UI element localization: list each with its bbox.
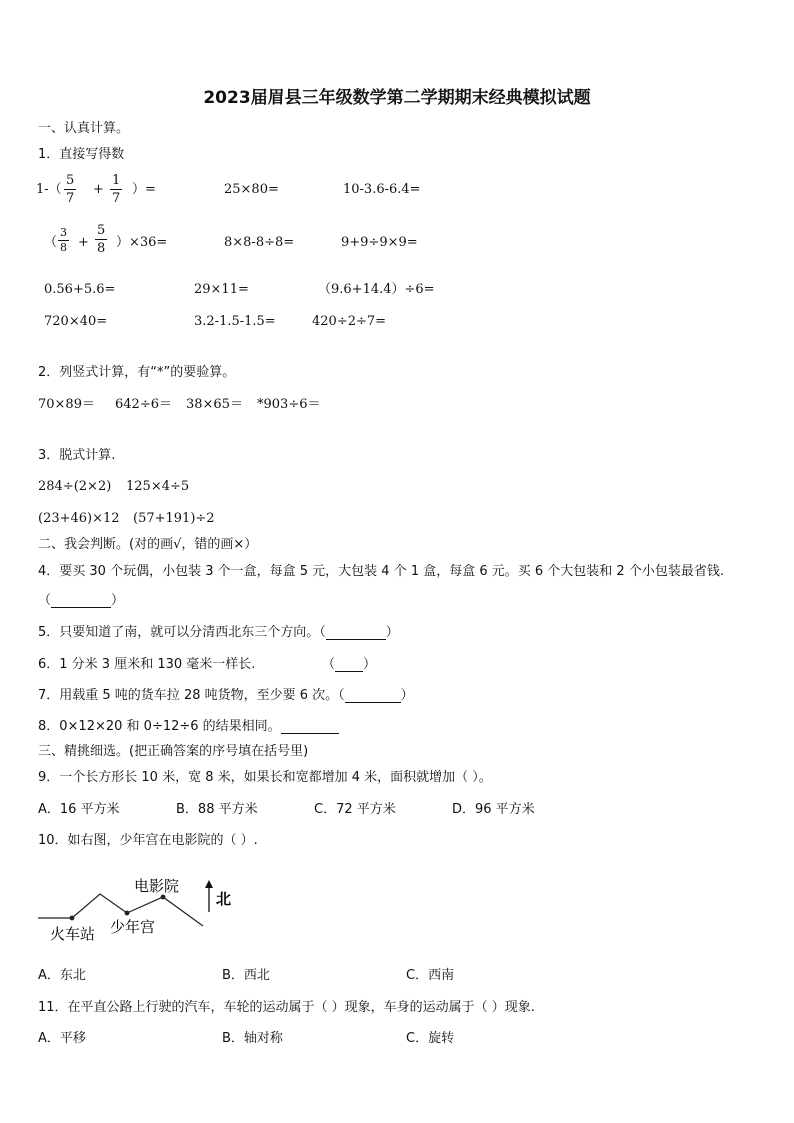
- q7-answer-blank[interactable]: [345, 689, 401, 703]
- q11-option-c[interactable]: C．旋转: [406, 1031, 455, 1046]
- section-1-heading: 一、认真计算。: [38, 121, 130, 136]
- fraction-3-8: [58, 226, 69, 255]
- numerator: 3: [60, 226, 67, 239]
- answer-line: [51, 594, 111, 608]
- q6-text: 6．1 分米 3 厘米和 130 毫米一样长.: [38, 657, 256, 672]
- q11-option-b[interactable]: B．轴对称: [222, 1031, 283, 1046]
- fraction-1-7: [110, 172, 122, 207]
- r2-c: 9+9÷9×9=: [341, 235, 418, 250]
- station-label: 火车站: [50, 925, 96, 943]
- section-2-heading: 二、我会判断。(对的画√，错的画×）: [38, 537, 258, 552]
- q7-text: 7．用载重 5 吨的货车拉 28 吨货物，至少要 6 次。（: [38, 688, 345, 703]
- denominator: 7: [112, 191, 121, 206]
- paren-left: （: [38, 593, 52, 608]
- q11-text: 11．在平直公路上行驶的汽车，车轮的运动属于（ ）现象，车身的运动属于（ ）现象.: [38, 1000, 535, 1015]
- q10-option-b[interactable]: B．西北: [222, 968, 270, 983]
- fraction-5-8: [95, 222, 107, 257]
- q10-option-c[interactable]: C．西南: [406, 968, 455, 983]
- q2-item-4: *903÷6＝: [257, 397, 321, 412]
- numerator: 5: [97, 223, 106, 238]
- q2-title: 2．列竖式计算，有“*”的要验算。: [38, 365, 236, 380]
- q9-option-d[interactable]: D．96 平方米: [452, 802, 535, 817]
- r1-c: 10-3.6-6.4=: [343, 182, 421, 197]
- q9-option-a[interactable]: A．16 平方米: [38, 802, 120, 817]
- plus-sign: +: [78, 235, 89, 250]
- r2-a-suffix: ）×36=: [116, 235, 168, 250]
- denominator: 8: [60, 241, 67, 254]
- q7-end: ）: [400, 688, 414, 703]
- station-point: [70, 916, 75, 921]
- q10-option-a[interactable]: A．东北: [38, 968, 86, 983]
- r3-b: 29×11=: [194, 282, 249, 297]
- q3-expr-2: 125×4÷5: [126, 479, 190, 494]
- q5-row: [38, 626, 399, 640]
- r4-b: 3.2-1.5-1.5=: [194, 314, 276, 329]
- q4-answer-blank[interactable]: [38, 594, 124, 608]
- numerator: 5: [66, 173, 75, 188]
- q3-title: 3．脱式计算.: [38, 448, 116, 463]
- plus-sign: +: [93, 182, 104, 197]
- q3-expr-4: (57+191)÷2: [133, 511, 215, 526]
- direction-map: [30, 868, 250, 946]
- q8-text: 8．0×12×20 和 0÷12÷6 的结果相同。: [38, 719, 281, 734]
- q2-item-2: 642÷6＝: [115, 397, 172, 412]
- r3-a: 0.56+5.6=: [44, 282, 116, 297]
- section-3-heading: 三、精挑细选。(把正确答案的序号填在括号里): [38, 744, 309, 759]
- north-arrowhead-icon: [205, 880, 213, 888]
- q8-row: [38, 720, 339, 734]
- q9-option-b[interactable]: B．88 平方米: [176, 802, 258, 817]
- cinema-point: [161, 895, 166, 900]
- r2-a-prefix: （: [44, 235, 58, 250]
- palace-label: 少年宫: [110, 918, 156, 936]
- r1-b: 25×80=: [224, 182, 279, 197]
- r4-c: 420÷2÷7=: [312, 314, 387, 329]
- r4-a: 720×40=: [44, 314, 108, 329]
- q9-text: 9．一个长方形长 10 米，宽 8 米，如果长和宽都增加 4 米，面积就增加（ ）。: [38, 770, 492, 785]
- r1-a-suffix: ）=: [132, 182, 156, 197]
- r2-b: 8×8-8÷8=: [224, 235, 295, 250]
- page-title: 2023届眉县三年级数学第二学期期末经典模拟试题: [203, 88, 591, 108]
- q2-item-3: 38×65＝: [186, 397, 243, 412]
- numerator: 1: [112, 173, 121, 188]
- q8-answer-blank[interactable]: [281, 720, 339, 734]
- q1-title: 1．直接写得数: [38, 147, 125, 162]
- north-label: 北: [216, 890, 232, 908]
- q3-expr-3: (23+46)×12: [38, 511, 120, 526]
- answer-line: [335, 658, 363, 672]
- paren-right: ）: [111, 593, 125, 608]
- paren-right: ）: [363, 657, 377, 672]
- q11-option-a[interactable]: A．平移: [38, 1031, 86, 1046]
- cinema-label: 电影院: [134, 877, 180, 895]
- q2-item-1: 70×89＝: [38, 397, 95, 412]
- q5-answer-blank[interactable]: [326, 626, 386, 640]
- denominator: 8: [97, 241, 106, 256]
- paren-left: （: [322, 657, 336, 672]
- q6-answer-blank[interactable]: [322, 658, 376, 672]
- q5-text: 5．只要知道了南，就可以分清西北东三个方向。（: [38, 625, 326, 640]
- q9-option-c[interactable]: C．72 平方米: [314, 802, 396, 817]
- r3-c: （9.6+14.4）÷6=: [318, 282, 435, 297]
- q10-text: 10．如右图，少年宫在电影院的（ ）.: [38, 833, 258, 848]
- q7-row: [38, 689, 414, 703]
- q3-expr-1: 284÷(2×2): [38, 479, 112, 494]
- denominator: 7: [66, 191, 75, 206]
- q5-end: ）: [385, 625, 399, 640]
- palace-point: [125, 911, 130, 916]
- q4-text: 4．要买 30 个玩偶，小包装 3 个一盒，每盒 5 元，大包装 4 个 1 盒，每盒 6 元。买 6 个大包装和 2 个小包装最省钱.: [38, 564, 724, 579]
- fraction-5-7: [64, 172, 76, 207]
- r1-a-prefix: 1-（: [36, 182, 62, 197]
